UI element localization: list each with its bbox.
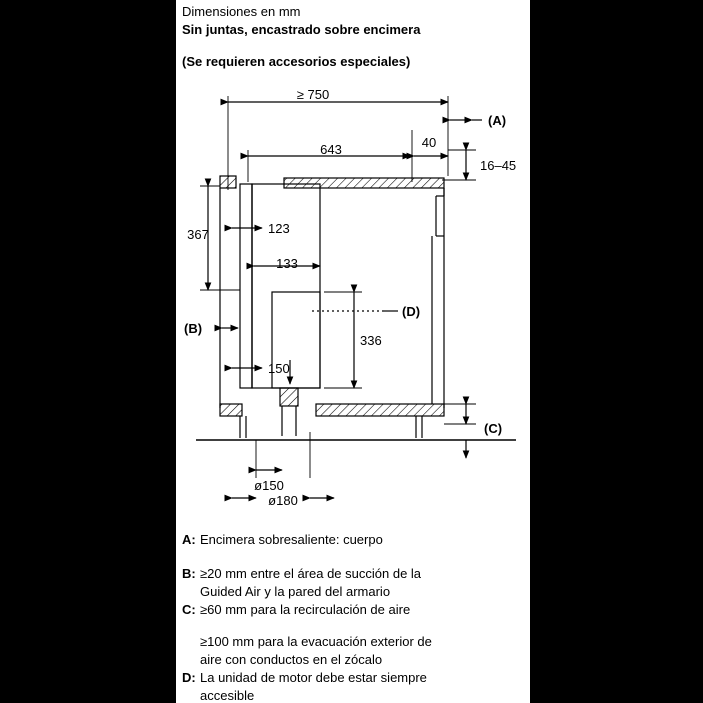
dim-123-label: 123 [268,221,290,236]
legend-key-b: B: [182,566,196,581]
dim-40-label: 40 [421,135,437,150]
dim-367-label: 367 [187,227,209,242]
legend-text-d-1: La unidad de motor debe estar siempre [200,670,427,685]
legend-text-c-2: ≥100 mm para la evacuación exterior de [200,634,432,649]
dim-top-width-label: ≥ 750 [296,87,330,102]
legend-key-c: C: [182,602,196,617]
diagram-sheet [176,0,530,703]
legend-text-b-1: ≥20 mm entre el área de succión de la [200,566,422,581]
legend-text-c-1: ≥60 mm para la recirculación de aire [200,602,411,617]
header-line-3: (Se requieren accesorios especiales) [182,54,411,69]
legend-key-d: D: [182,670,196,685]
dim-c-marker-label: (C) [484,421,503,436]
legend-key-a: A: [182,532,196,547]
dim-336-label: 336 [360,333,382,348]
dim-diameter-150-label: ø150 [254,478,284,493]
legend-text-d-2: accesible [200,688,255,703]
dim-b-marker-label: (B) [184,321,203,336]
legend-text-c-3: aire con conductos en el zócalo [200,652,383,667]
dim-diameter-180-label: ø180 [268,493,298,508]
dim-16-45-label: 16–45 [480,158,517,173]
dim-643-label: 643 [320,142,342,157]
legend-text-a: Encimera sobresaliente: cuerpo [200,532,383,547]
dim-d-marker-label: (D) [402,304,421,319]
legend-text-b-2: Guided Air y la pared del armario [200,584,391,599]
dim-133-label: 133 [276,256,298,271]
dim-a-marker-label: (A) [488,113,507,128]
dim-150-label: 150 [268,361,290,376]
header-line-1: Dimensiones en mm [182,4,301,19]
header-line-2: Sin juntas, encastrado sobre encimera [182,22,421,37]
